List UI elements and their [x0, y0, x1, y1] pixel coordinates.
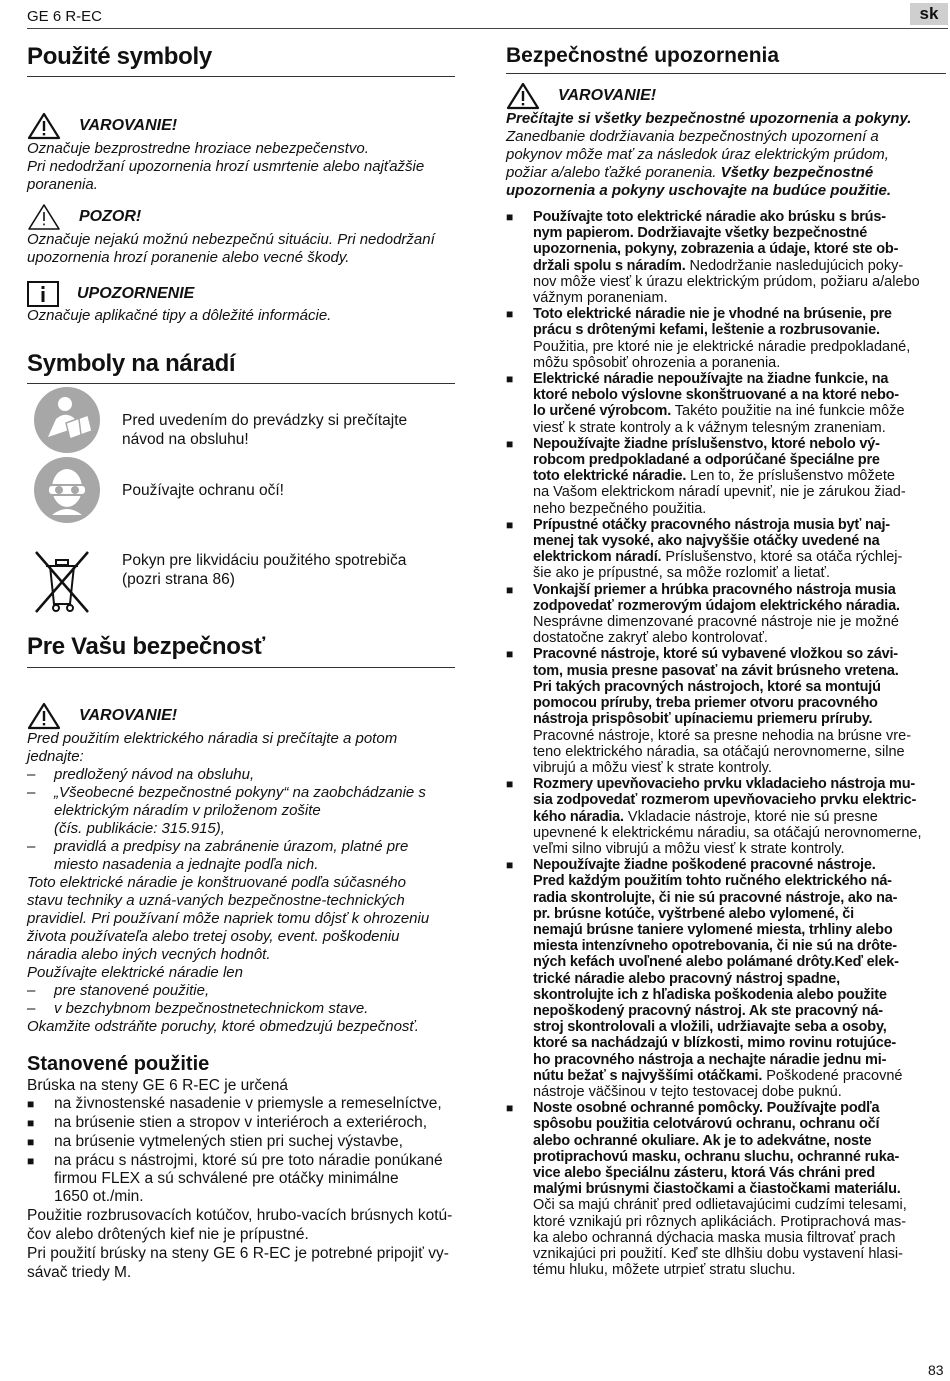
safety-intro: jednajte: — [27, 748, 84, 765]
right-warning-line: požiar a/alebo ťažké poranenia. Všetky bezpečnostné — [506, 164, 874, 181]
right-warning — [506, 82, 948, 200]
right-warning-line: Prečítajte si všetky bezpečnostné upozornenia a pokyny. — [506, 110, 912, 127]
safety-bullet-item: ■ Nepoužívajte žiadne poškodené pracovné nástroje. Pred každým použitím tohto ručného elektrického ná- radia skontrolujte, či nie sú pracovné nástroje, ako na- pr. brúsne kotúče, vyštrbené alebo vylomené, či nemajú brúsne taniere vylomené miesta, trhliny alebo miesta intenzívneho opotrebovania, či nie sú na drôte- ných kefách uvoľnené alebo polámané drôty.Keď elek- trické náradie alebo pracovný nástroj spadne, skontrolujte ich z hľadiska poškodenia alebo použite nepoškodený pracovný nástroj. Ak ste pracovný ná- stroj skontrolovali a vložili, udržiavajte seba a osoby, ktoré sa nachádzajú v blízkosti, mimo rovinu rotujúce- ho pracovného nástroja a nechajte náradie jednu mi- nútu bežať s najvyššími otáčkami. Poškodené pracovné nástroje väčšinou v tejto testovacej dobe puknú. — [506, 857, 903, 1100]
section-title-device-symbols: Symboly na náradí — [27, 350, 236, 377]
section-title-symbols: Použité symboly — [27, 43, 212, 70]
section-title-use: Stanovené použitie — [27, 1053, 210, 1075]
section-rule — [27, 76, 455, 77]
dash-item: – predložený návod na obsluhu, — [27, 766, 255, 783]
page-number: 83 — [928, 1362, 944, 1378]
caution-text: upozornenia hrozí poranenie alebo vecné škody. — [27, 249, 350, 266]
note-title: UPOZORNENIE — [77, 285, 195, 302]
info-icon — [27, 281, 59, 307]
section-rule — [27, 383, 455, 384]
section-rule — [27, 667, 455, 668]
note-text: Označuje aplikačné tipy a dôležité informácie. — [27, 307, 332, 324]
symbol-text-disposal: Pokyn pre likvidáciu použitého spotrebiča (pozri strana 86) — [122, 552, 407, 588]
language-badge: sk — [910, 3, 948, 25]
eye-protection-icon — [32, 455, 102, 530]
symbol-text-eye-protection: Používajte ochranu očí! — [122, 482, 284, 499]
section-rule — [506, 73, 946, 74]
right-warning-line: pokynov môže mať za následok úraz elektrickým prúdom, — [506, 146, 889, 163]
caution-text: Označuje nejakú možnú nebezpečnú situáciu. Pri nedodržaní — [27, 231, 435, 248]
right-warning-line: Zanedbanie dodržiavania bezpečnostných upozornení a — [506, 128, 879, 145]
section-title-safety: Pre Vašu bezpečnosť — [27, 633, 265, 660]
symbol-text-read-manual: Pred uvedením do prevádzky si prečítajte návod na obsluhu! — [122, 412, 408, 448]
safety-body: pravidiel. Pri používaní môže napriek tomu dôjsť k ohrozeniu — [27, 910, 430, 927]
read-manual-icon — [32, 385, 102, 460]
disposal-bin-icon — [32, 548, 92, 621]
warning-triangle-icon — [506, 82, 540, 110]
right-warning-text — [506, 110, 948, 200]
warning-text: poranenia. — [27, 176, 98, 193]
section-title-safety-notes: Bezpečnostné upozornenia — [506, 44, 780, 67]
warning-title: VAROVANIE! — [79, 117, 178, 134]
warning-block-varovanie — [27, 112, 467, 194]
safety-bullet-item: ■ Noste osobné ochranné pomôcky. Používajte podľa spôsobu použitia celotvárovú ochranu, ochranu očí alebo ochranné okuliare. Ak je to adekvátne, noste protiprachovú masku, ochranu sluchu, ochranné ruka- vice alebo špeciálnu zásteru, ktorá Vás chráni pred malými brúsnymi čiastočkami a čiastočkami materiálu. Oči sa majú chrániť pred odlietavajúcimi cudzími telesami, ktoré vznikajú pri rôznych aplikáciách. Protiprachová mas- ka alebo ochranná dýchacia maska musia filtrovať prach vznikajúci pri použití. Keď ste dlhšiu dobu vystavení hlasi- tému hluku, môžete utrpieť stratu sluchu. — [506, 1100, 907, 1279]
safety-bullet-item: ■ Používajte toto elektrické náradie ako brúsku s brús- nym papierom. Dodržiavajte všetky bezpečnostné upozornenia, pokyny, zobrazenia a údaje, ktoré ste ob- držali spolu s náradím. Nedodržanie nasledujúcich poky- nov môže viesť k úrazu elektrickým prúdom, požiaru a/alebo vážnym poraneniam. — [506, 209, 920, 307]
dash-item: – pravidlá a predpisy na zabránenie úrazom, platné pre miesto nasadenia a jednajte podľa nich. — [27, 838, 409, 873]
use-item: ■ na brúsenie vytmelených stien pri suchej výstavbe, — [27, 1133, 403, 1150]
use-item: ■ na brúsenie stien a stropov v interiéroch a exteriéroch, — [27, 1114, 428, 1131]
warning-triangle-icon — [27, 702, 61, 730]
intended-use-section — [27, 1053, 467, 1282]
dash-item: – pre stanovené použitie, — [27, 982, 210, 999]
use-intro: Brúska na steny GE 6 R-EC je určená — [27, 1077, 289, 1094]
use-end: Použitie rozbrusovacích kotúčov, hrubo-vacích brúsnych kotú- — [27, 1207, 453, 1224]
safety-bullet-item: ■ Prípustné otáčky pracovného nástroja musia byť naj- menej tak vysoké, ako najvyššie otáčky uvedené na elektrickom náradí. Príslušenstvo, ktoré sa otáča rýchlej- šie ako je prípustné, sa môže rozlomiť a lietať. — [506, 516, 903, 582]
use-item: ■ na prácu s nástrojmi, ktoré sú pre toto náradie ponúkané firmou FLEX a sú schválené pre otáčky minimálne 1650 ot./min. — [27, 1152, 443, 1205]
safety-body: náradia alebo iných vecných hodnôt. — [27, 946, 271, 963]
safety-body: života používateľa alebo tretej osoby, event. poškodeniu — [27, 928, 400, 945]
caution-title: POZOR! — [79, 208, 142, 225]
safety-bullet-item: ■ Pracovné nástroje, ktoré sú vybavené vložkou so závi- tom, musia presne pasovať na závit brúsneho vretena. Pri takých pracovných nástrojoch, ktoré sa montujú pomocou príruby, treba priemer otvoru pracovného nástroja prispôsobiť upínaciemu priemeru príruby. Pracovné nástroje, ktoré sa presne nehodia na brúsne vre- teno elektrického náradia, sa otáčajú nerovnomerne, silne vibrujú a môžu viesť k strate kontroly. — [506, 646, 912, 776]
note-block — [27, 281, 467, 325]
safety-intro: Pred použitím elektrického náradia si prečítajte a potom — [27, 730, 398, 747]
use-item: ■ na živnostenské nasadenie v priemysle a remeselníctve, — [27, 1095, 442, 1112]
safety-bullet-item: ■ Elektrické náradie nepoužívajte na žiadne funkcie, na ktoré nebolo výslovne skonštruované a na ktoré nebo- lo určené výrobcom. Takéto použitie na iné funkcie môže viesť k strate kontroly a k vážnym telesným zraneniam. — [506, 371, 905, 436]
dash-item: – v bezchybnom bezpečnostnetechnickom stave. — [27, 1000, 369, 1017]
warning-triangle-icon — [27, 112, 61, 140]
warning-block-pozor — [27, 203, 467, 267]
caution-triangle-icon — [27, 203, 61, 231]
header-model: GE 6 R-EC — [27, 8, 103, 25]
safety-end: Okamžite odstráňte poruchy, ktoré obmedzujú bezpečnosť. — [27, 1018, 419, 1035]
use-end: sávač triedy M. — [27, 1264, 132, 1281]
safety-bullet-item: ■ Vonkajší priemer a hrúbka pracovného nástroja musia zodpovedať rozmerovým údajom elektrického náradia. Nesprávne dimenzované pracovné nástroje nie je možné dostatočne zakryť alebo kontrolovať. — [506, 581, 900, 647]
safety-bullet-item: ■ Toto elektrické náradie nie je vhodné na brúsenie, pre prácu s drôtenými kefami, leštenie a rozbrusovanie. Použitia, pre ktoré nie je elektrické náradie predpokladané, môžu spôsobiť ohrozenia a poranenia. — [506, 306, 911, 371]
right-warning-title: VAROVANIE! — [558, 87, 657, 104]
safety-bullet-item: ■ Nepoužívajte žiadne príslušenstvo, ktoré nebolo vý- robcom predpokladané a odporúčané špeciálne pre toto elektrické náradie. Len to, že príslušenstvo môžete na Vašom elektrickom náradí upevniť, nie je zárukou žiad- neho bezpečného použitia. — [506, 435, 906, 517]
use-end: čov alebo drôtených kief nie je prípustné. — [27, 1226, 309, 1243]
use-end: Pri použití brúsky na steny GE 6 R-EC je potrebné pripojiť vy- — [27, 1245, 449, 1262]
safety-warning — [27, 702, 467, 1036]
safety-body: Používajte elektrické náradie len — [27, 964, 243, 981]
safety-body: Toto elektrické náradie je konštruované podľa súčasného — [27, 874, 406, 891]
right-warning-line: upozornenia a pokyny uschovajte na budúce použitie. — [506, 182, 892, 199]
safety-body: stavu techniky a uzná-vaných bezpečnostne-technických — [27, 892, 405, 909]
dash-item: – „Všeobecné bezpečnostné pokyny“ na zaobchádzanie s elektrickým náradím v priloženom zošite (čís. publikácie: 315.915), — [27, 784, 426, 837]
warning-text: Pri nedodržaní upozornenia hrozí usmrtenie alebo najťažšie — [27, 158, 425, 175]
safety-warning-title: VAROVANIE! — [79, 707, 178, 724]
safety-bullet-list — [506, 209, 948, 1278]
safety-bullet-item: ■ Rozmery upevňovacieho prvku vkladacieho nástroja mu- sia zodpovedať rozmerom upevňovacieho prvku elektric- kého náradia. Vkladacie nástroje, ktoré nie sú presne upevnené k elektrickému náradiu, sa otáčajú nerovnomerne, veľmi silno vibrujú a môžu viesť k strate kontroly. — [506, 776, 922, 857]
warning-text: Označuje bezprostredne hroziace nebezpečenstvo. — [27, 140, 369, 157]
header-divider — [27, 28, 948, 29]
